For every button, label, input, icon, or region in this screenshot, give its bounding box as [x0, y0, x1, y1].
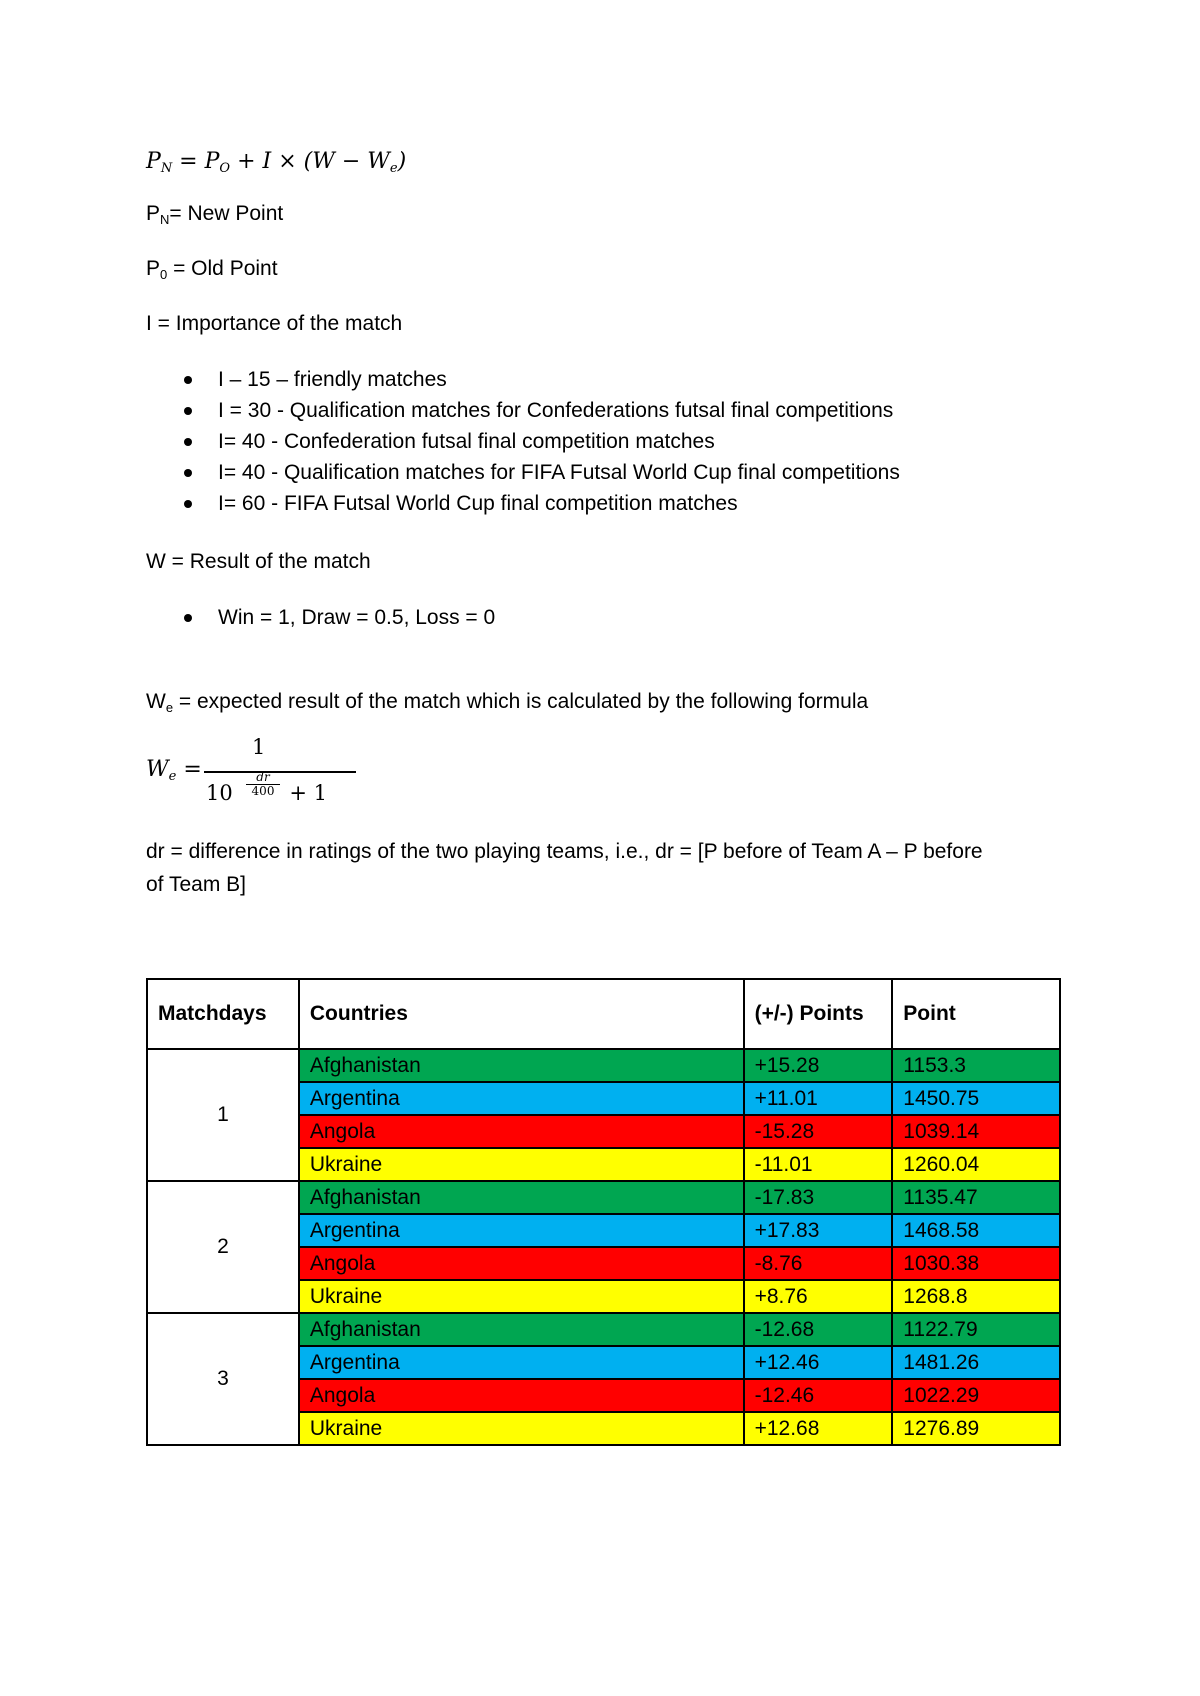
point-cell: 1122.79: [892, 1313, 1060, 1346]
po-text: = Old Point: [167, 257, 278, 280]
definition-pn: [146, 200, 283, 228]
list-item: [146, 395, 900, 426]
list-item-text: I= 40 - Qualification matches for FIFA Futsal World Cup final competitions: [218, 461, 900, 484]
matchday-cell: 1: [147, 1049, 299, 1181]
we-label: W: [146, 690, 166, 713]
country-cell: Angola: [299, 1247, 744, 1280]
country-cell: Argentina: [299, 1214, 744, 1247]
point-cell: 1268.8: [892, 1280, 1060, 1313]
delta-cell: +12.68: [744, 1412, 893, 1445]
delta-cell: +8.76: [744, 1280, 893, 1313]
den-tail: + 1: [282, 781, 328, 805]
list-item: [146, 426, 900, 457]
bullet-icon: [184, 407, 192, 415]
list-item-text: Win = 1, Draw = 0.5, Loss = 0: [218, 606, 496, 629]
table-body: [147, 1049, 1060, 1445]
result-list: [146, 602, 495, 633]
exp-numerator: dr: [256, 770, 270, 784]
importance-list: [146, 364, 900, 519]
formula-we: [146, 735, 346, 815]
delta-cell: +15.28: [744, 1049, 893, 1082]
formula-po-sub: O: [219, 161, 231, 176]
formula-pn-sub: N: [160, 161, 173, 176]
bullet-icon: [184, 614, 192, 622]
table-header-row: [147, 979, 1060, 1049]
list-item: [146, 364, 900, 395]
country-cell: Ukraine: [299, 1148, 744, 1181]
pn-label: P: [146, 202, 161, 225]
we-lhs-eq: =: [176, 757, 202, 782]
formula-we-lhs: [146, 757, 202, 782]
bullet-icon: [184, 376, 192, 384]
table-row: [147, 1313, 1060, 1346]
table-row: [147, 1049, 1060, 1082]
delta-cell: -15.28: [744, 1115, 893, 1148]
point-cell: 1153.3: [892, 1049, 1060, 1082]
country-cell: Ukraine: [299, 1280, 744, 1313]
delta-cell: +17.83: [744, 1214, 893, 1247]
point-cell: 1481.26: [892, 1346, 1060, 1379]
list-item-text: I = 30 - Qualification matches for Confederations futsal final competitions: [218, 399, 894, 422]
formula-we-numerator: 1: [252, 735, 266, 759]
point-cell: 1468.58: [892, 1214, 1060, 1247]
formula-po: P: [204, 149, 220, 174]
den-base: 10: [206, 781, 233, 805]
country-cell: Afghanistan: [299, 1181, 744, 1214]
table-row: [147, 1181, 1060, 1214]
we-sub: e: [165, 700, 174, 715]
matchday-cell: 3: [147, 1313, 299, 1445]
header-point: Point: [892, 979, 1060, 1049]
bullet-icon: [184, 500, 192, 508]
country-cell: Afghanistan: [299, 1049, 744, 1082]
country-cell: Afghanistan: [299, 1313, 744, 1346]
definition-w: W = Result of the match: [146, 550, 371, 573]
point-cell: 1276.89: [892, 1412, 1060, 1445]
we-lhs-sub: e: [168, 769, 177, 784]
definition-we: [146, 688, 868, 716]
matchday-cell: 2: [147, 1181, 299, 1313]
pn-text: = New Point: [169, 202, 284, 225]
list-item-text: I= 40 - Confederation futsal final competition matches: [218, 430, 715, 453]
point-cell: 1450.75: [892, 1082, 1060, 1115]
formula-eq: =: [172, 149, 205, 174]
list-item-text: I= 60 - FIFA Futsal World Cup final competition matches: [218, 492, 738, 515]
formula-close: ): [397, 149, 407, 174]
point-cell: 1135.47: [892, 1181, 1060, 1214]
delta-cell: +11.01: [744, 1082, 893, 1115]
definition-i: I = Importance of the match: [146, 312, 403, 335]
delta-cell: -11.01: [744, 1148, 893, 1181]
formula-body: + I × (W − W: [230, 149, 390, 174]
header-countries: Countries: [299, 979, 744, 1049]
bullet-icon: [184, 469, 192, 477]
country-cell: Angola: [299, 1379, 744, 1412]
header-delta-points: (+/-) Points: [744, 979, 893, 1049]
points-table: [146, 978, 1061, 1446]
delta-cell: -17.83: [744, 1181, 893, 1214]
formula-we-exponent: [242, 771, 284, 798]
country-cell: Argentina: [299, 1346, 744, 1379]
point-cell: 1022.29: [892, 1379, 1060, 1412]
formula-main: [146, 148, 406, 176]
list-item: [146, 488, 900, 519]
pn-sub: N: [160, 212, 170, 227]
formula-pn: P: [146, 149, 161, 174]
country-cell: Ukraine: [299, 1412, 744, 1445]
country-cell: Angola: [299, 1115, 744, 1148]
definition-dr-line2: of Team B]: [146, 873, 246, 896]
header-matchdays: Matchdays: [147, 979, 299, 1049]
point-cell: 1030.38: [892, 1247, 1060, 1280]
formula-we-sub: e: [389, 161, 398, 176]
country-cell: Argentina: [299, 1082, 744, 1115]
po-label: P: [146, 257, 161, 280]
delta-cell: +12.46: [744, 1346, 893, 1379]
list-item-text: I – 15 – friendly matches: [218, 368, 447, 391]
we-text: = expected result of the match which is calculated by the following formula: [173, 690, 869, 713]
list-item: [146, 602, 495, 633]
point-cell: 1039.14: [892, 1115, 1060, 1148]
exp-denominator: 400: [251, 784, 275, 798]
delta-cell: -12.46: [744, 1379, 893, 1412]
definition-po: [146, 255, 278, 283]
delta-cell: -12.68: [744, 1313, 893, 1346]
bullet-icon: [184, 438, 192, 446]
po-sub: 0: [160, 267, 168, 282]
delta-cell: -8.76: [744, 1247, 893, 1280]
definition-dr-line1: dr = difference in ratings of the two playing teams, i.e., dr = [P before of Team A – P before: [146, 840, 983, 863]
we-lhs-symbol: W: [146, 757, 169, 782]
point-cell: 1260.04: [892, 1148, 1060, 1181]
list-item: [146, 457, 900, 488]
